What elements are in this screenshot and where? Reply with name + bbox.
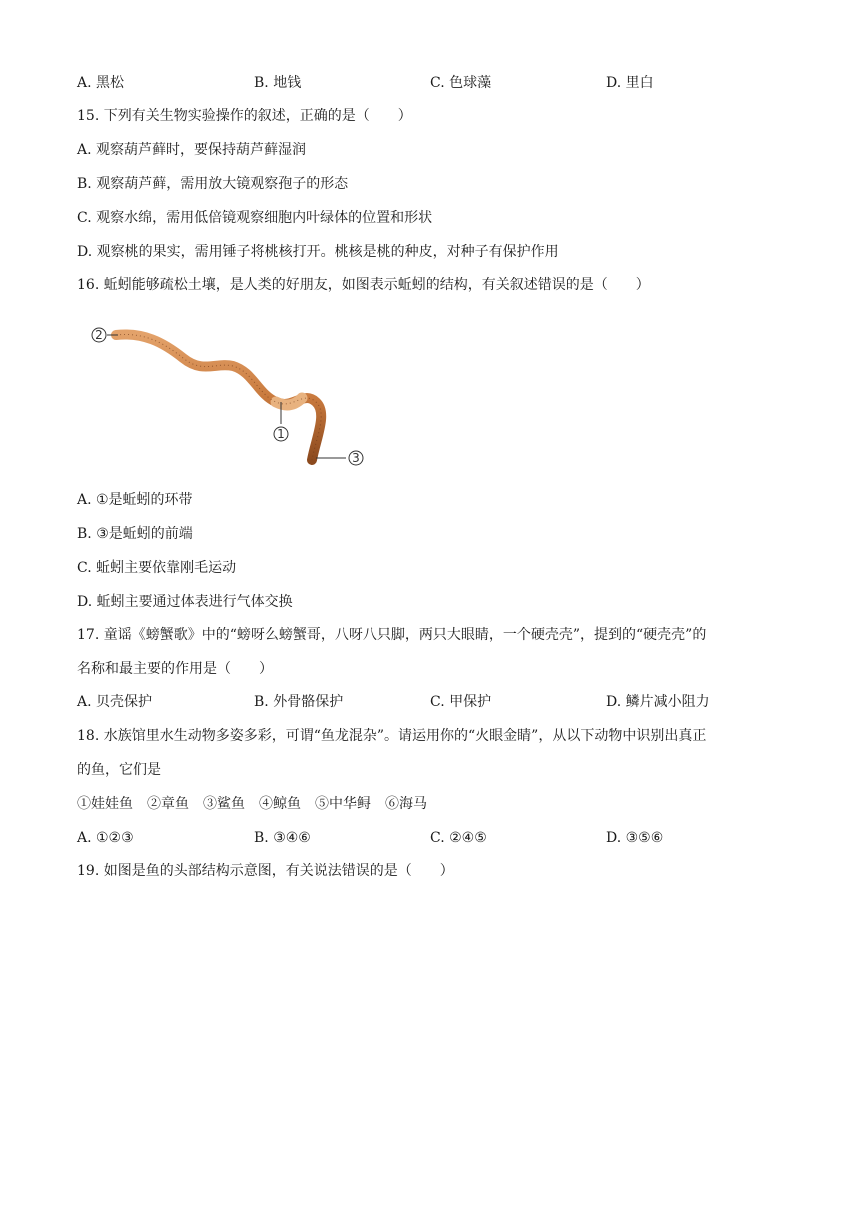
q15-stem: 15. 下列有关生物实验操作的叙述，正确的是（ ）	[77, 108, 412, 124]
q18-items: ①娃娃鱼 ②章鱼 ③鲨鱼 ④鲸鱼 ⑤中华鲟 ⑥海马	[77, 796, 427, 812]
earthworm-body	[116, 334, 321, 460]
q18-stem-line2: 的鱼，它们是	[77, 762, 161, 778]
svg-text:1: 1	[277, 427, 285, 441]
q14-option-a: A. 黑松	[77, 75, 125, 91]
svg-text:2: 2	[95, 328, 103, 342]
q15-option-a: A. 观察葫芦藓时，要保持葫芦藓湿润	[77, 142, 307, 158]
q14-option-b: B. 地钱	[254, 75, 302, 91]
q18-stem-line1: 18. 水族馆里水生动物多姿多彩，可谓“鱼龙混杂”。请运用你的“火眼金睛”，从以下动物中识别出真正	[77, 728, 707, 744]
earthworm-figure	[88, 318, 378, 478]
q18-option-c: C. ②④⑤	[430, 830, 487, 846]
q16-option-d: D. 蚯蚓主要通过体表进行气体交换	[77, 594, 293, 610]
svg-text:3: 3	[352, 451, 360, 465]
q17-stem-line1: 17. 童谣《螃蟹歌》中的“螃呀么螃蟹哥，八呀八只脚，两只大眼睛，一个硬壳壳”，提到的“硬壳壳”的	[77, 627, 707, 643]
q19-stem: 19. 如图是鱼的头部结构示意图，有关说法错误的是（ ）	[77, 863, 454, 879]
label-2	[92, 328, 106, 342]
q17-option-d: D. 鳞片减小阻力	[606, 694, 710, 710]
q18-option-d: D. ③⑤⑥	[606, 830, 664, 846]
q14-option-d: D. 里白	[606, 75, 654, 91]
q16-option-b: B. ③是蚯蚓的前端	[77, 526, 193, 542]
label-1	[274, 427, 288, 441]
q18-option-a: A. ①②③	[77, 830, 134, 846]
q17-stem-line2: 名称和最主要的作用是（ ）	[77, 661, 273, 677]
q18-option-b: B. ③④⑥	[254, 830, 311, 846]
label-3	[349, 451, 363, 465]
q15-option-d: D. 观察桃的果实，需用锤子将桃核打开。桃核是桃的种皮，对种子有保护作用	[77, 244, 559, 260]
q15-option-b: B. 观察葫芦藓，需用放大镜观察孢子的形态	[77, 176, 349, 192]
q14-option-c: C. 色球藻	[430, 75, 492, 91]
q16-option-c: C. 蚯蚓主要依靠刚毛运动	[77, 560, 237, 576]
q17-option-a: A. 贝壳保护	[77, 694, 153, 710]
q17-option-b: B. 外骨骼保护	[254, 694, 344, 710]
q15-option-c: C. 观察水绵，需用低倍镜观察细胞内叶绿体的位置和形状	[77, 210, 433, 226]
q16-option-a: A. ①是蚯蚓的环带	[77, 492, 193, 508]
q16-stem: 16. 蚯蚓能够疏松土壤，是人类的好朋友，如图表示蚯蚓的结构，有关叙述错误的是（ ）	[77, 277, 650, 293]
q17-option-c: C. 甲保护	[430, 694, 492, 710]
